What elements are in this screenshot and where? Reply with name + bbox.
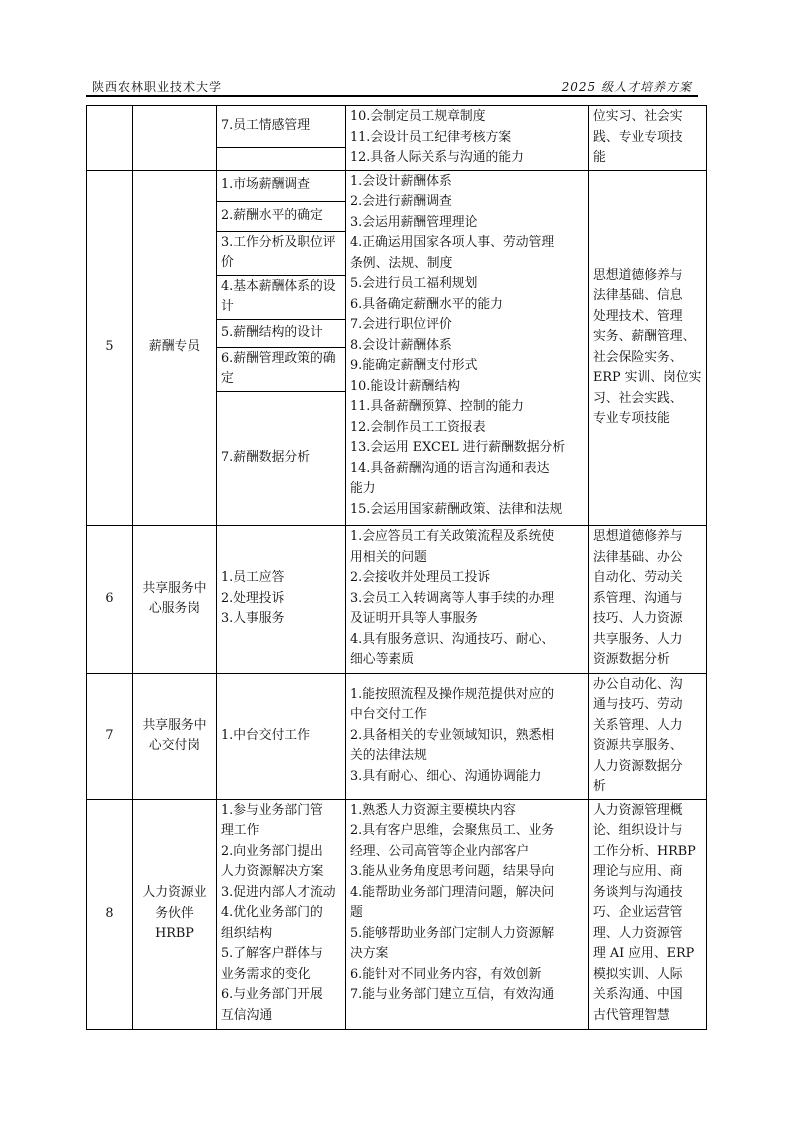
task-item: 互信沟通 [221,1007,273,1023]
ability-item: 2.具备相关的专业领域知识，熟悉相 [350,727,555,743]
task-cell [217,319,346,347]
task-item: 6.与业务部门开展 [221,987,323,1002]
ability-item: 1.熟悉人力资源主要模块内容 [350,802,516,818]
course-line: 处理技术、管理 [593,308,683,324]
task-item: 理工作 [221,823,260,838]
ability-item: 7.能与业务部门建立互信，有效沟通 [350,987,555,1002]
ability-item: 4.正确运用国家各项人事、劳动管理 [350,235,555,250]
num-cell: 7 [87,673,133,799]
table-row [87,799,707,1029]
post-line: 心交付岗 [148,738,201,753]
ability-item: 能力 [350,481,376,496]
task-item: 1.市场薪酬调查 [221,177,310,193]
course-line: 通与技巧、劳动 [593,697,683,712]
post-cell [133,799,217,1029]
task-item: 6.薪酬管理政策的确定 [221,350,336,386]
task-cell [217,799,346,1029]
course-line: 思想道德修养与 [593,529,683,545]
task-cell [217,391,346,525]
ability-item: 1.会设计薪酬体系 [350,173,452,189]
ability-item: 2.会接收并处理员工投诉 [350,570,491,586]
post-cell: 薪酬专员 [133,170,217,525]
ability-item: 细心等素质 [350,652,414,668]
course-line: 践、专业专项技 [593,129,683,145]
ability-cell [346,799,589,1029]
ability-item: 8.会设计薪酬体系 [350,337,452,353]
course-line: 模拟实训、人际 [593,966,683,982]
ability-item: 题 [350,905,363,920]
task-item: 4.优化业务部门的 [221,905,323,920]
task-item: 4.基本薪酬体系的设计 [221,278,336,314]
course-line: 析 [593,779,606,794]
course-line: 人力资源数据分 [593,758,683,774]
course-line: 系管理、沟通与 [593,590,683,606]
ability-item: 3.会员工入转调离等人事手续的办理 [350,590,555,606]
header-rule [86,95,698,97]
ability-item: 1.会应答员工有关政策流程及系统使 [350,529,555,545]
task-cell [217,170,346,201]
course-line: 实务、薪酬管理、 [593,329,696,344]
course-cell [589,673,707,799]
course-line: 巧、企业运营管 [593,905,683,920]
task-item: 1.参与业务部门管 [221,802,323,818]
ability-item: 3.能从业务角度思考问题，结果导向 [350,864,555,879]
course-line: 人力资源管理概 [593,802,683,818]
course-line: 理 AI 应用、ERP [593,946,695,961]
task-item: 5.薪酬结构的设计 [221,324,323,340]
task-item: 1.中台交付工作 [221,727,310,743]
ability-item: 9.能确定薪酬支付形式 [350,358,478,373]
ability-item: 2.会进行薪酬调查 [350,194,452,209]
ability-item: 10.能设计薪酬结构 [350,378,460,394]
num-cell: 5 [87,170,133,525]
ability-item: 3.具有耐心、细心、沟通协调能力 [350,768,542,784]
ability-item: 4.具有服务意识、沟通技巧、耐心、 [350,631,555,647]
ability-item: 2.具有客户思维，会聚焦员工、业务 [350,823,555,838]
ability-item: 14.具备薪酬沟通的语言沟通和表达 [350,460,550,476]
ability-item: 11.会设计员工纪律考核方案 [350,129,512,145]
job-ability-table [86,105,707,1030]
post-line: 共享服务中 [142,717,207,733]
course-cell [589,525,707,673]
post-line: HRBP [155,926,194,942]
num-cell: 6 [87,525,133,673]
ability-item: 1.能按照流程及操作规范提供对应的 [350,686,555,702]
task-item: 2.薪酬水平的确定 [221,207,323,223]
ability-item: 及证明开具等人事服务 [350,611,478,627]
course-cell [589,170,707,525]
task-cell [217,275,346,319]
ability-cell [346,525,589,673]
task-item: 7.薪酬数据分析 [221,449,310,465]
task-item: 1.员工应答 [221,570,285,586]
ability-item: 经理、公司高管等企业内部客户 [350,843,530,859]
task-item: 5.了解客户群体与 [221,946,323,961]
num-cell [87,106,133,171]
task-item: 7.员工情感管理 [221,118,310,134]
course-line: 资源数据分析 [593,652,670,668]
post-line: 心服务岗 [148,601,201,616]
task-item: 3.促进内部人才流动 [221,884,336,900]
task-item: 3.人事服务 [221,611,285,627]
course-cell [589,106,707,171]
task-cell [217,673,346,799]
course-line: ERP 实训、岗位实 [593,370,702,385]
course-line: 古代管理智慧 [593,1007,670,1023]
table-row [87,673,707,799]
num-cell: 8 [87,799,133,1029]
course-line: 理、人力资源管 [593,925,683,941]
ability-item: 6.具备确定薪酬水平的能力 [350,296,503,312]
table-row [87,106,707,148]
course-line: 资源共享服务、 [593,738,683,753]
ability-item: 12.具备人际关系与沟通的能力 [350,150,524,165]
ability-cell [346,106,589,171]
task-cell [217,148,346,170]
course-line: 思想道德修养与 [593,267,683,283]
task-item: 人力资源解决方案 [221,864,324,879]
ability-item: 5.会进行员工福利规划 [350,276,478,291]
ability-item: 条例、法规、制度 [350,255,453,271]
task-item: 业务需求的变化 [221,966,311,982]
ability-item: 13.会运用 EXCEL 进行薪酬数据分析 [350,440,566,455]
course-line: 技巧、人力资源 [593,611,683,627]
task-cell [217,201,346,231]
course-line: 自动化、劳动关 [593,570,683,586]
ability-item: 关的法律法规 [350,748,427,764]
ability-item: 5.能够帮助业务部门定制人力资源解 [350,925,555,941]
document-title: 2025 级人才培养方案 [561,80,692,94]
ability-cell [346,673,589,799]
ability-item: 4.能帮助业务部门理清问题，解决问 [350,884,555,900]
post-line: 务伙伴 [155,905,194,921]
post-cell [133,106,217,171]
task-cell [217,106,346,148]
table-row [87,525,707,673]
post-line: 人力资源业 [142,885,207,901]
course-line: 共享服务、人力 [593,631,683,647]
ability-item: 中台交付工作 [350,707,427,723]
course-line: 务谈判与沟通技 [593,884,683,900]
course-line: 办公自动化、沟 [593,676,683,692]
ability-item: 15.会运用国家薪酬政策、法律和法规 [350,501,563,517]
ability-item: 12.会制作员工工资报表 [350,419,486,435]
course-line: 能 [593,150,606,165]
school-name: 陕西农林职业技术大学 [92,80,223,94]
ability-item: 10.会制定员工规章制度 [350,109,486,124]
ability-item: 决方案 [350,946,389,961]
table-row [87,170,707,201]
task-item: 2.向业务部门提出 [221,843,323,859]
task-cell [217,231,346,275]
course-line: 位实习、社会实 [593,109,683,124]
ability-cell [346,170,589,525]
post-line: 共享服务中 [142,580,207,596]
ability-item: 用相关的问题 [350,549,427,565]
task-cell [217,525,346,673]
course-line: 社会保险实务、 [593,349,683,365]
ability-item: 3.会运用薪酬管理理论 [350,214,478,230]
course-line: 专业专项技能 [593,411,670,426]
task-item: 2.处理投诉 [221,590,285,606]
post-cell [133,673,217,799]
course-line: 工作分析、HRBP [593,843,696,859]
course-line: 论、组织设计与 [593,823,683,838]
ability-item: 11.具备薪酬预算、控制的能力 [350,399,524,414]
course-line: 法律基础、信息 [593,288,683,303]
course-line: 关系管理、人力 [593,717,683,733]
task-cell [217,347,346,391]
course-line: 理论与应用、商 [593,864,683,879]
course-line: 法律基础、办公 [593,549,683,565]
course-cell [589,799,707,1029]
ability-item: 7.会进行职位评价 [350,317,452,332]
page-header [86,76,698,96]
task-item: 组织结构 [221,925,273,941]
course-line: 关系沟通、中国 [593,987,683,1002]
ability-item: 6.能针对不同业务内容，有效创新 [350,966,542,982]
post-cell [133,525,217,673]
course-line: 习、社会实践、 [593,390,683,406]
task-item: 3.工作分析及职位评价 [221,234,336,270]
